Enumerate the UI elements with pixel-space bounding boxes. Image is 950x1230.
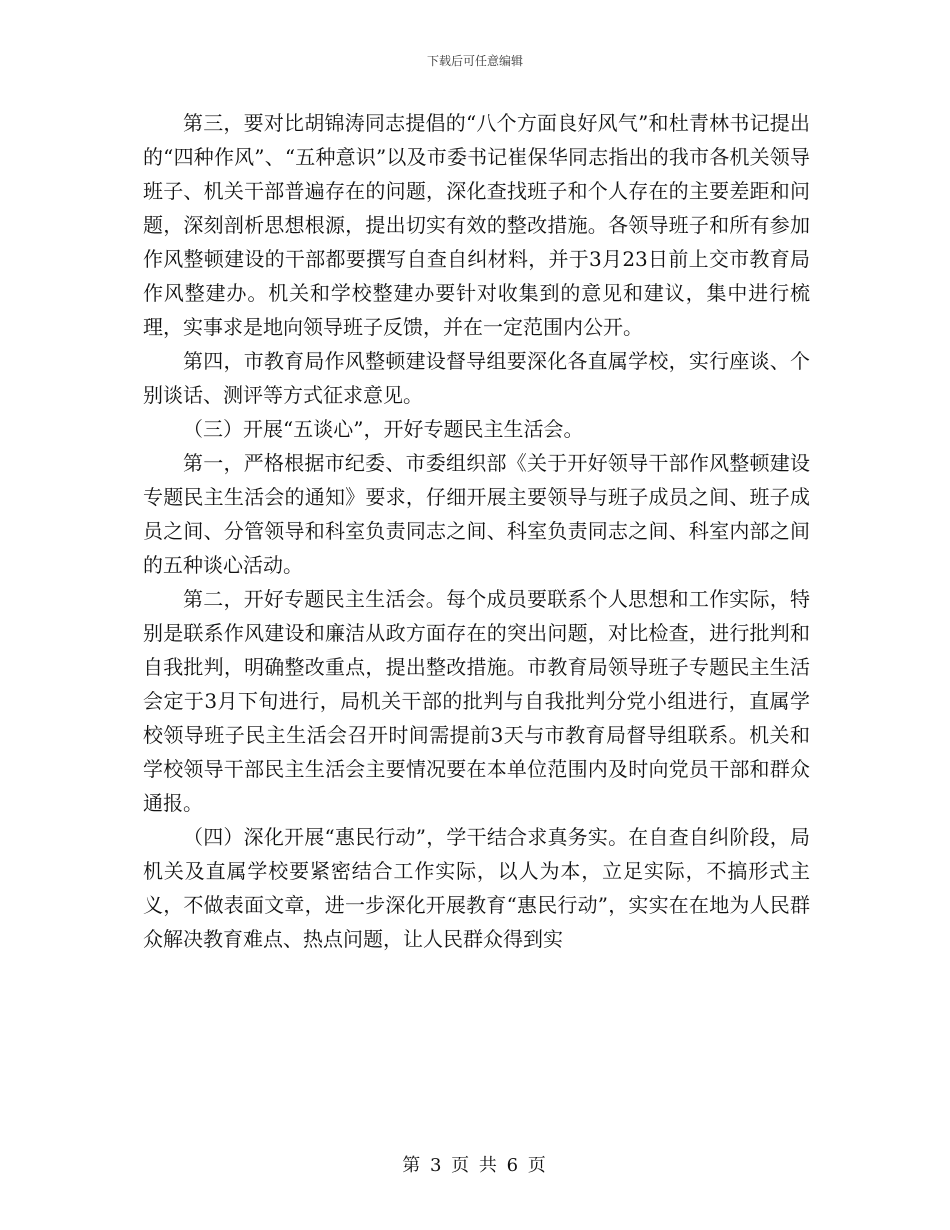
paragraph-third-point: 第三，要对比胡锦涛同志提倡的“八个方面良好风气”和杜青林书记提出的“四种作风”、“五种意识”以及市委书记崔保华同志指出的我市各机关领导班子、机关干部普遍存在的问题，深化查找班子和个人存在的主要差距和问题，深刻剖析思想根源，提出切实有效的整改措施。各领导班子和所有参加作风整顿建设的干部都要撰写自查自纠材料，并于3月23日前上交市教育局作风整建办。机关和学校整建办要针对收集到的意见和建议，集中进行梳理，实事求是地向领导班子反馈，并在一定范围内公开。 (143, 111, 810, 339)
paragraph-first-point: 第一，严格根据市纪委、市委组织部《关于开好领导干部作风整顿建设专题民主生活会的通知》要求，仔细开展主要领导与班子成员之间、班子成员之间、分管领导和科室负责同志之间、科室负责同志之间、科室内部之间的五种谈心活动。 (143, 451, 810, 577)
document-body (143, 106, 810, 956)
page-header-note: 下载后可任意编辑 (426, 54, 523, 68)
paragraph-fourth-point: 第四，市教育局作风整顿建设督导组要深化各直属学校，实行座谈、个别谈话、测评等方式征求意见。 (143, 349, 810, 407)
section-four-paragraph: （四）深化开展“惠民行动”，学干结合求真务实。在自查自纠阶段，局机关及直属学校要紧密结合工作实际，以人为本，立足实际，不搞形式主义，不做表面文章，进一步深化开展教育“惠民行动”，实实在在地为人民群众解决教育难点、热点问题，让人民群众得到实 (143, 825, 810, 951)
section-heading-three: （三）开展“五谈心”，开好专题民主生活会。 (183, 417, 584, 441)
paragraph-second-point: 第二，开好专题民主生活会。每个成员要联系个人思想和工作实际，特别是联系作风建设和廉洁从政方面存在的突出问题，对比检查，进行批判和自我批判，明确整改重点，提出整改措施。市教育局领导班子专题民主生活会定于3月下旬进行，局机关干部的批判与自我批判分党小组进行，直属学校领导班子民主生活会召开时间需提前3天与市教育局督导组联系。机关和学校领导干部民主生活会主要情况要在本单位范围内及时向党员干部和群众通报。 (143, 587, 810, 815)
page-number-footer: 第 3 页 共 6 页 (402, 1155, 548, 1176)
